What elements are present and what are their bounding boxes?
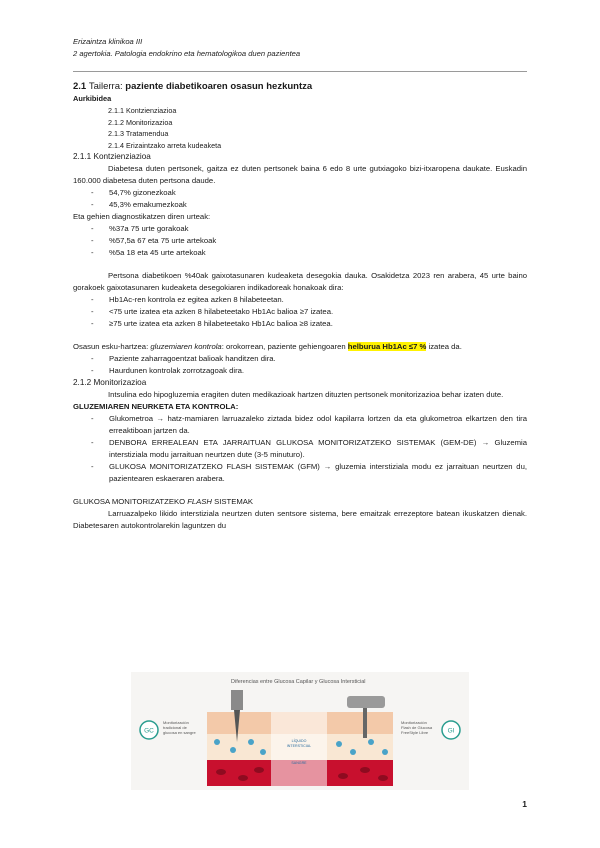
list-item: - Haurdunen kontrolak zorrotzagoak dira. — [91, 365, 527, 377]
svg-text:INTERSTICIAL: INTERSTICIAL — [286, 744, 312, 748]
page-body — [73, 80, 527, 532]
paragraph: Eta gehien diagnostikatzen diren urteak: — [73, 212, 211, 221]
header-course: Erizaintza klinikoa III — [73, 37, 143, 46]
list-item: - %57,5a 67 eta 75 urte artekoak — [91, 235, 527, 247]
list-item: - Paziente zaharragoentzat balioak handitzen dira. — [91, 353, 527, 365]
subsection-heading-kontzienziazioa: 2.1.1 Kontzienziazioa — [73, 152, 151, 161]
lancet-icon — [231, 690, 243, 710]
svg-text:GC: GC — [144, 727, 154, 735]
svg-text:Monitorización: Monitorización — [401, 720, 427, 725]
figure-title: Diferencias entre Glucosa Capilar y Glucosa Intersticial — [231, 679, 366, 685]
list-item: - ≥75 urte izatea eta azken 8 hilabeteetako Hb1Ac balioa ≥8 izatea. — [91, 318, 527, 330]
list-item: - 45,3% emakumezkoak — [91, 199, 527, 211]
list-item: - %5a 18 eta 45 urte artekoak — [91, 247, 527, 259]
highlighted-goal: helburua Hb1Ac ≤7 % — [347, 342, 427, 351]
toc-item: 2.1.3 Tratamendua — [108, 129, 169, 138]
flash-heading: GLUKOSA MONITORIZATZEKO FLASH SISTEMAK — [73, 497, 253, 506]
list-item: - Hb1Ac-ren kontrola ez egitea azken 8 hilabeteetan. — [91, 294, 527, 306]
paragraph: Larruazalpeko likido interstiziala neurtzen duten sentsore sistema, bere emaitzak errezeptore batean ikuskatzen dienak. Diabetesaren autokontrolarekin laguntzen du — [73, 509, 527, 530]
age-list — [73, 223, 527, 259]
toc-item: 2.1.1 Kontzienziazioa — [108, 106, 177, 115]
table-of-contents — [73, 105, 527, 151]
svg-text:tradicional de: tradicional de — [163, 725, 187, 730]
paragraph: Diabetesa duten pertsonek, gaitza ez duten pertsonek baina 6 edo 8 urte gutxiagoko bizi-itxaropena daukate. Euskadin 160.000 diabetesa duten pertsona daude. — [73, 164, 527, 185]
svg-text:Monitorización: Monitorización — [163, 720, 189, 725]
paragraph: Pertsona diabetikoen %40ak gaixotasunaren kudeaketa desegokia dauka. Osakidetza 2023 ren arabera, 45 urte baino gorakoek gaixotasunaren kudeaketa desegokiaren indikadoreak honakoak dira: — [73, 271, 527, 292]
subsection-heading-monitorizazioa: 2.1.2 Monitorizazioa — [73, 378, 147, 387]
list-item: - Glukometroa → hatz-mamiaren larruazaleko ziztada bidez odol kapilarra lortzen da eta glukometroa elkartzen den tira erreaktiboan jartzen da. — [91, 413, 527, 437]
paragraph: Intsulina edo hipogluzemia eragiten duten medikazioak hartzen dituzten pertsonek monitorizazioa behar izaten dute. — [108, 390, 504, 399]
svg-text:GI: GI — [447, 727, 455, 735]
gender-list — [73, 187, 527, 211]
section-title: 2.1 Tailerra: paziente diabetikoaren osasun hezkuntza — [73, 81, 313, 92]
list-item: - DENBORA ERREALEAN ETA JARRAITUAN GLUKOSA MONITORIZATZEKO SISTEMAK (GEM-DE) → Gluzemia interstiziala modu jarraituan neurtzen dute (3-5 minuturo). — [91, 437, 527, 461]
running-header — [73, 36, 300, 59]
svg-text:FreeStyle Libre: FreeStyle Libre — [401, 730, 429, 735]
list-item: - %37a 75 urte gorakoak — [91, 223, 527, 235]
list-item: - 54,7% gizonezkoak — [91, 187, 527, 199]
svg-text:glucosa en sangre: glucosa en sangre — [163, 730, 196, 735]
blood-label: SANGRE — [291, 761, 307, 765]
intervention-list — [73, 353, 527, 377]
header-scenario: 2 agertokia. Patologia endokrino eta hematologikoa duen pazientea — [73, 48, 301, 58]
toc-item: 2.1.4 Erizaintzako arreta kudeaketa — [108, 140, 222, 150]
toc-item: 2.1.2 Monitorizazioa — [108, 117, 173, 127]
center-gap — [271, 712, 327, 786]
measurement-list — [73, 413, 527, 485]
measurement-heading: GLUZEMIAREN NEURKETA ETA KONTROLA: — [73, 402, 239, 411]
list-item: - <75 urte izatea eta azken 8 hilabeteetako Hb1Ac balioa ≥7 izatea. — [91, 306, 527, 318]
index-heading: Aurkibidea — [73, 94, 112, 103]
list-item: - GLUKOSA MONITORIZATZEKO FLASH SISTEMAK (GFM) → gluzemia interstiziala modu ez jarraituan neurtzen du, pazientearen eskaeraren arabera. — [91, 461, 527, 485]
svg-text:Flash de Glucosa: Flash de Glucosa — [401, 725, 433, 730]
sensor-icon — [347, 696, 385, 708]
page-number: 1 — [522, 799, 527, 809]
glucose-figure — [131, 672, 469, 790]
paragraph-health-intervention: Osasun esku-hartzea: gluzemiaren kontrola: orokorrean, paziente gehiengoaren helburua Hb1Ac ≤7 % izatea da. — [73, 342, 462, 351]
header-rule — [73, 71, 527, 72]
indicator-list — [73, 294, 527, 330]
interstitial-label: LÍQUIDO — [291, 739, 307, 743]
